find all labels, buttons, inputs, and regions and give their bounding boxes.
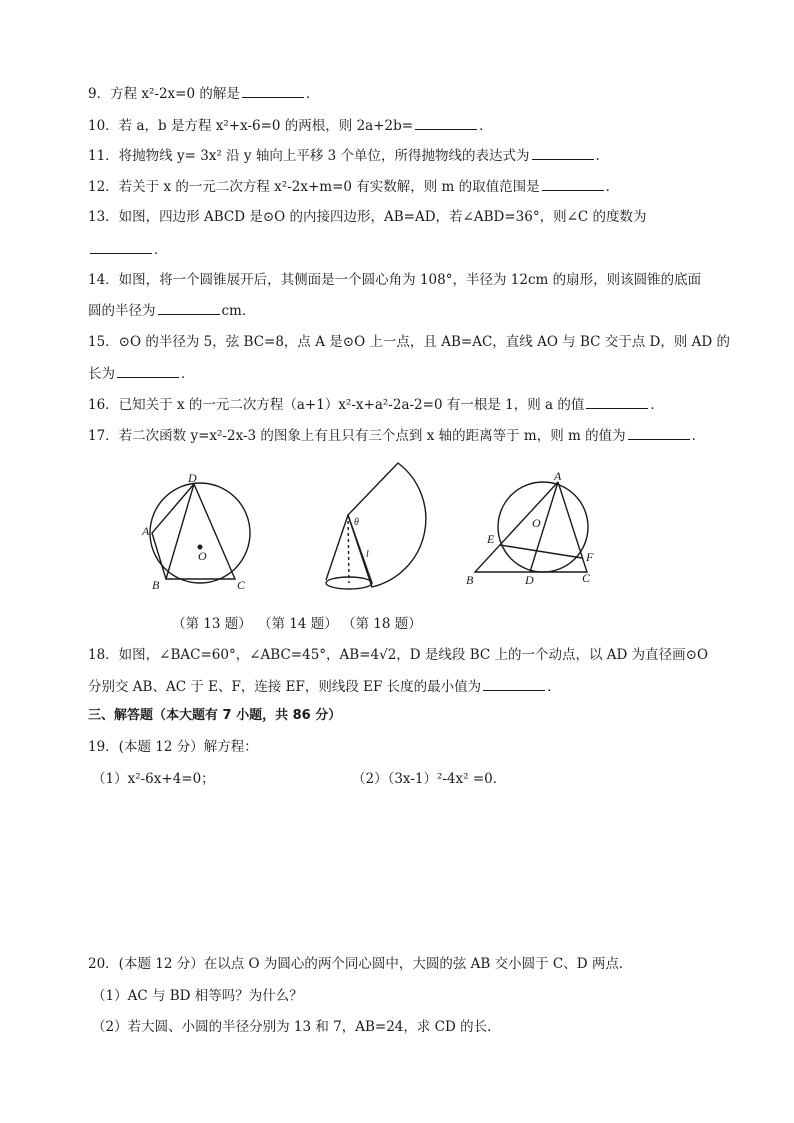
figures-group (130, 455, 610, 605)
cone-height (348, 515, 349, 583)
question-14: 14．如图，将一个圆锥展开后，其侧面是一个圆心角为 108°，半径为 12cm 的扇形，则该圆锥的底面 (88, 272, 702, 288)
question-19-title: 19．(本题 12 分）解方程： (88, 739, 258, 755)
answer-blank[interactable] (158, 301, 220, 315)
label-d: D (525, 573, 534, 587)
label-l: l (366, 549, 369, 560)
label-o: O (532, 516, 541, 530)
segment-bd (166, 484, 194, 579)
question-12: 12．若关于 x 的一元二次方程 x²-2x+m=0 有实数解，则 m 的取值范围是 ． (88, 179, 620, 195)
question-9: 9．方程 x²-2x=0 的解是 ． (88, 86, 320, 102)
question-15-line2: 长为 ． (88, 366, 195, 382)
figure-14 (326, 463, 426, 589)
caption-18: （第 18 题） (342, 616, 422, 632)
label-o: O (198, 549, 207, 563)
segment-ef (500, 545, 582, 558)
answer-blank[interactable] (90, 240, 152, 254)
question-14-line2: 圆的半径为 cm． (88, 303, 256, 319)
sector (348, 463, 426, 587)
answer-blank[interactable] (483, 677, 545, 691)
label-c: C (582, 571, 591, 585)
label-a: A (554, 469, 562, 483)
answer-blank[interactable] (532, 146, 594, 160)
answer-blank[interactable] (542, 177, 604, 191)
label-theta: θ (354, 517, 359, 528)
question-13: 13．如图，四边形 ABCD 是⊙O 的内接四边形，AB=AD，若∠ABD=36°，则∠C 的度数为 (88, 209, 647, 225)
cone-side-left (326, 515, 348, 580)
label-c: C (237, 578, 246, 592)
question-10: 10．若 a，b 是方程 x²+x-6=0 的两根，则 2a+2b= ． (88, 118, 493, 134)
answer-blank[interactable] (415, 116, 477, 130)
section-3-heading: 三、解答题（本大题有 7 小题，共 86 分） (88, 708, 342, 723)
question-20-part1: （1）AC 与 BD 相等吗？为什么？ (92, 988, 303, 1004)
question-13-line2: ． (88, 240, 168, 259)
question-17: 17．若二次函数 y=x²-2x-3 的图象上有且只有三个点到 x 轴的距离等于 m，则 m 的值为 ． (88, 428, 706, 444)
question-19-part1: （1）x²-6x+4=0； (92, 771, 215, 787)
answer-blank[interactable] (117, 364, 179, 378)
question-11: 11．将抛物线 y= 3x² 沿 y 轴向上平移 3 个单位，所得抛物线的表达式为 ． (88, 148, 609, 164)
answer-blank[interactable] (242, 84, 304, 98)
label-d: D (188, 471, 197, 485)
question-15: 15．⊙O 的半径为 5，弦 BC=8，点 A 是⊙O 上一点，且 AB=AC，直线 AO 与 BC 交于点 D，则 AD 的 (88, 334, 731, 350)
question-18: 18．如图，∠BAC=60°，∠ABC=45°，AB=4√2，D 是线段 BC 上的一个动点，以 AD 为直径画⊙O (88, 647, 709, 663)
question-16: 16．已知关于 x 的一元二次方程（a+1）x²-x+a²-2a-2=0 有一根是 1，则 a 的值 ． (88, 397, 664, 413)
label-e: E (487, 532, 495, 546)
label-a: A (142, 524, 150, 538)
label-f: F (586, 550, 594, 564)
question-20-part2: （2）若大圆、小圆的半径分别为 13 和 7，AB=24，求 CD 的长． (92, 1019, 501, 1035)
circle-o-18 (498, 482, 588, 572)
label-b: B (152, 578, 160, 592)
question-20-title: 20．(本题 12 分）在以点 O 为圆心的两个同心圆中，大圆的弦 AB 交小圆于 C、D 两点． (88, 956, 633, 972)
caption-13: （第 13 题） (172, 616, 252, 632)
triangle-abc (475, 482, 587, 572)
question-18-line2: 分别交 AB、AC 于 E、F，连接 EF，则线段 EF 长度的最小值为 ． (88, 679, 561, 695)
answer-blank[interactable] (628, 426, 690, 440)
question-19-part2: （2）（3x-1）²-4x² =0． (352, 771, 507, 787)
figure-13 (150, 483, 250, 583)
answer-blank[interactable] (586, 395, 648, 409)
label-b: B (466, 573, 474, 587)
caption-14: （第 14 题） (258, 616, 338, 632)
